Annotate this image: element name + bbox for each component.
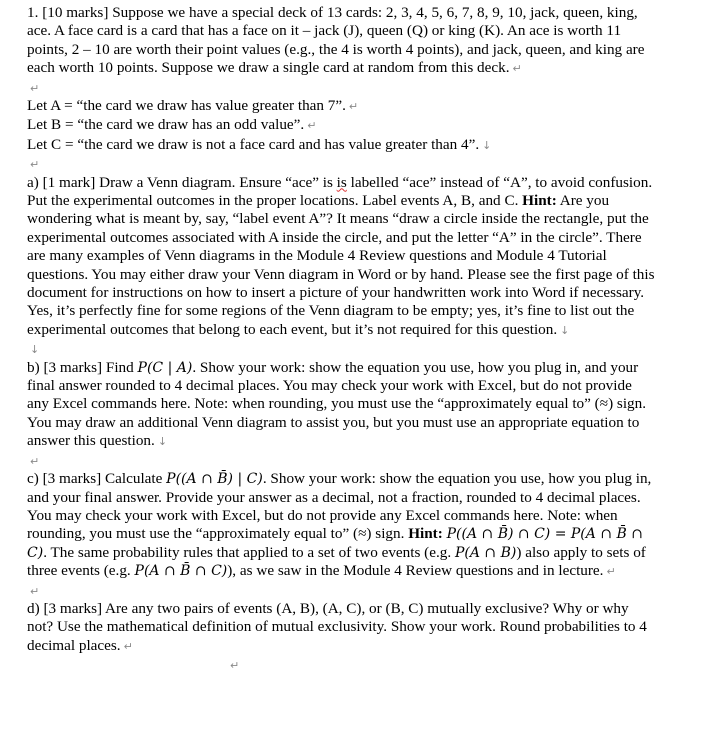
line-break-icon: ↓ (157, 435, 168, 449)
math-expression: P((A ∩ B̄) | C) (166, 471, 263, 488)
paragraph-mark-icon: ↵ (512, 62, 522, 76)
paragraph-mark-icon: ↵ (307, 119, 317, 133)
question-1-intro: 1. [10 marks] Suppose we have a special deck of 13 cards: 2, 3, 4, 5, 6, 7, 8, 9, 10, jack, queen, king, ace. A face card is a card that has a face on it – jack (J), queen (Q) or king (K). An ace is worth 11 points, 2 – 10 are worth their point values (e.g., the 4 is worth 4 points), and jack, queen, and king are each worth 10 points. Suppose we draw a single card at random from this deck. ↵ (27, 4, 645, 77)
hint-label: Hint: (522, 192, 557, 210)
part-b-text: b) [3 marks] Find P(C | A). Show your work: show the equation you use, how you plug in, and your final answer rounded to 4 decimal places. You may check your work with Excel, but do not provide any Excel commands here. Note: when rounding, you must use the “approximately equal to” (≈) sign. You may draw an additional Venn diagram to assist you, but you must use an appropriate equation to answer this question. ↓ (27, 358, 647, 450)
empty-paragraph (27, 155, 727, 173)
empty-paragraph (27, 582, 727, 600)
math-expression: P((A ∩ B̄) ∩ C) = P(A ∩ B̄ ∩ C) (27, 526, 643, 561)
paragraph-mark-icon: ↵ (30, 454, 40, 468)
definition-c: Let C = “the card we draw is not a face card and has value greater than 4”. ↓ (27, 135, 492, 153)
hint-label: Hint: (408, 525, 443, 543)
math-expression: P(A ∩ B) (454, 544, 517, 561)
empty-paragraph (27, 656, 727, 674)
paragraph-mark-icon: ↵ (30, 584, 40, 598)
empty-paragraph (27, 79, 727, 97)
definition-b: Let B = “the card we draw has an odd value”. ↵ (27, 116, 317, 134)
paragraph-mark-icon: ↵ (348, 100, 359, 114)
paragraph-mark-icon: ↵ (30, 81, 40, 95)
part-a-text: a) [1 mark] Draw a Venn diagram. Ensure “ace” is is labelled “ace” instead of “A”, to avoid confusion. Put the experimental outcomes in the proper locations. Label events A, B, and C. Hint: Are you wondering what is meant by, say, “label event A”? It means “draw a circle inside the rectangle, put the experimental outcomes associated with A inside the circle, and put the letter “A” in the circle”. There are many examples of Venn diagrams in the Module 4 Review questions and Module 4 Tutorial questions. You may either draw your Venn diagram in Word or by hand. Please see the first page of this document for instructions on how to insert a picture of your handwritten work into Word if necessary. Yes, it’s perfectly fine for some regions of the Venn diagram to be empty; yes, it’s fine to list out the experimental outcomes that belong to each event, but it’s not required for this question. ↓ (27, 173, 655, 338)
part-d-text: d) [3 marks] Are any two pairs of events (A, B), (A, C), or (B, C) mutually exclusive? Why or why not? Use the mathematical definition of mutual exclusivity. Show your work. Round probabilities to 4 decimal places. ↵ (27, 599, 647, 654)
line-break-icon: ↓ (482, 138, 492, 152)
paragraph-mark-icon: ↵ (230, 659, 240, 673)
empty-line (27, 340, 727, 358)
spelling-flag: is (336, 173, 347, 191)
empty-paragraph (27, 452, 727, 470)
line-break-icon: ↓ (30, 343, 40, 357)
part-c-text: c) [3 marks] Calculate P((A ∩ B̄) | C). Show your work: show the equation you use, how you plug in, and your final answer. Provide your answer as a decimal, not a fraction, rounded to 4 decimal places. You may check your work with Excel, but do not provide any Excel commands here. Note: when rounding, you must use the “approximately equal to” (≈) sign. Hint: P((A ∩ B̄) ∩ C) = P(A ∩ B̄ ∩ C). The same probability rules that applied to a set of two events (e.g. P(A ∩ B)) also apply to sets of three events (e.g. P(A ∩ B̄ ∩ C)), as we saw in the Module 4 Review questions and in lecture. ↵ (27, 470, 652, 580)
paragraph-mark-icon: ↵ (606, 565, 616, 579)
definition-a: Let A = “the card we draw has value greater than 7”. ↵ (27, 97, 359, 115)
paragraph-mark-icon: ↵ (30, 158, 40, 172)
math-expression: P(C | A) (137, 359, 193, 376)
line-break-icon: ↓ (560, 323, 570, 337)
math-expression: P(A ∩ B̄ ∩ C) (134, 563, 228, 580)
paragraph-mark-icon: ↵ (123, 639, 133, 653)
